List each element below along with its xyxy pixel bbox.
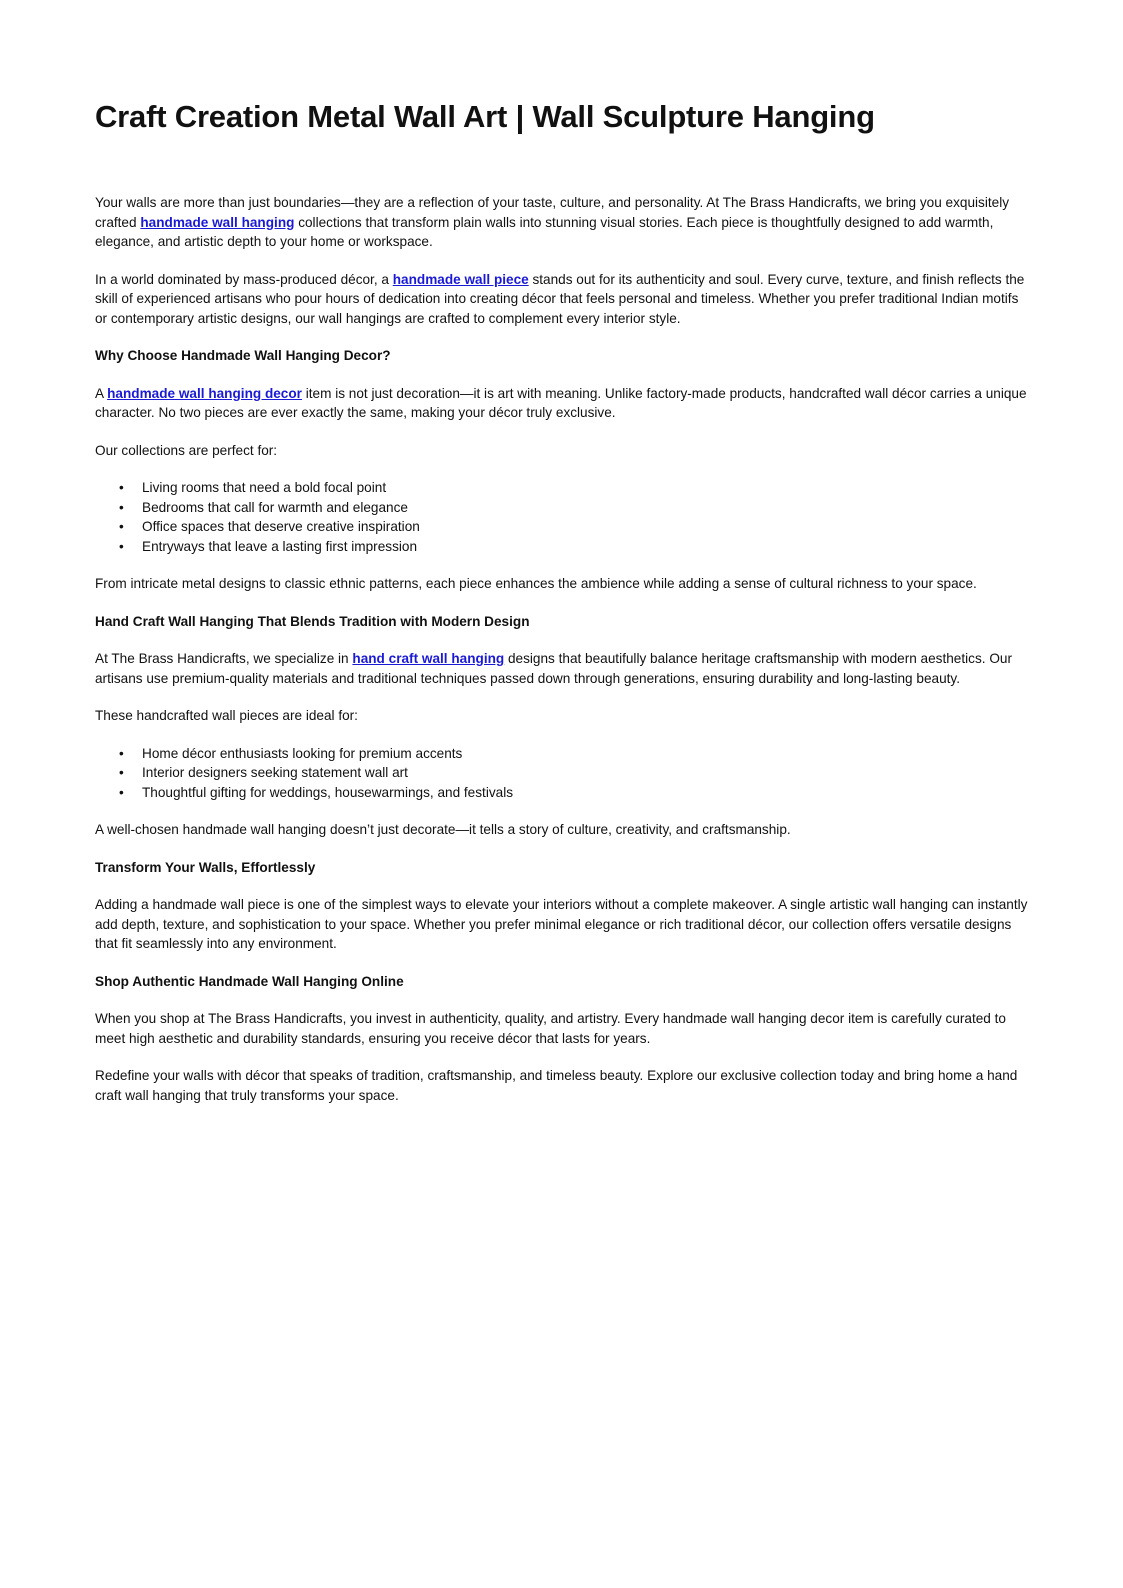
designs-paragraph: From intricate metal designs to classic ethnic patterns, each piece enhances the ambience while adding a sense of cultural richness to your space. <box>95 576 977 591</box>
list-item: • Entryways that leave a lasting first impression <box>142 537 1030 557</box>
collections-intro: Our collections are perfect for: <box>95 442 278 458</box>
list-item: • Bedrooms that call for warmth and elegance <box>142 498 1030 518</box>
specialize-paragraph <box>95 649 1030 688</box>
intro-text-a: Your walls are more than just boundaries—they are a reflection of your taste, culture, and personality. At The Brass Handicrafts, we bring you exquisitely crafted <box>95 195 1010 230</box>
list-item: • Interior designers seeking statement wall art <box>142 763 1030 783</box>
specialize-text-a: At The Brass Handicrafts, we specialize in <box>95 651 353 666</box>
list-item: • Home décor enthusiasts looking for premium accents <box>142 744 1030 764</box>
intro-text-b: collections that transform plain walls into stunning visual stories. Each piece is thoughtfully designed to add warmth, elegance, and artistic depth to your home or workspace. <box>95 214 994 249</box>
authenticity-text-a: In a world dominated by mass-produced décor, a <box>95 271 393 287</box>
list-item: • Thoughtful gifting for weddings, housewarmings, and festivals <box>142 783 1030 803</box>
document-page <box>95 96 1030 1123</box>
rooms-list <box>95 478 1030 556</box>
link-hand-craft-wall-hanging[interactable]: hand craft wall hanging <box>352 651 505 666</box>
decor-meaning-text-b: item is not just decoration—it is art with meaning. Unlike factory-made products, handcrafted wall décor carries a unique character. No two pieces are ever exactly the same, making your décor truly exclusive. <box>95 385 1027 420</box>
story-paragraph: A well-chosen handmade wall hanging doesn’t just decorate—it tells a story of culture, creativity, and craftsmanship. <box>95 822 791 837</box>
ideal-for-intro: These handcrafted wall pieces are ideal for: <box>95 708 358 723</box>
transform-paragraph: Adding a handmade wall piece is one of the simplest ways to elevate your interiors without a complete makeover. A single artistic wall hanging can instantly add depth, texture, and sophistication to your space. Whether you prefer minimal elegance or rich traditional décor, our collection offers versatile designs that fit seamlessly into any environment. <box>95 897 1028 951</box>
page-title: Craft Creation Metal Wall Art | Wall Sculpture Hanging <box>95 99 875 134</box>
list-item: • Living rooms that need a bold focal point <box>142 478 1030 498</box>
closing-paragraph: Redefine your walls with décor that speaks of tradition, craftsmanship, and timeless beauty. Explore our exclusive collection today and bring home a hand craft wall hanging that truly transforms your space. <box>95 1068 1018 1103</box>
authenticity-text-b: stands out for its authenticity and soul. Every curve, texture, and finish reflects the skill of experienced artisans who pour hours of dedication into creating décor that feels personal and timeless. Whether you prefer traditional Indian motifs or contemporary artistic designs, our wall hangings are crafted to complement every interior style. <box>95 271 1025 326</box>
specialize-text-b: designs that beautifully balance heritage craftsmanship with modern aesthetics. Our artisans use premium-quality materials and traditional techniques passed down through generations, ensuring durability and long-lasting beauty. <box>95 651 1012 686</box>
link-handmade-wall-hanging[interactable]: handmade wall hanging <box>140 214 295 230</box>
heading-hand-craft: Hand Craft Wall Hanging That Blends Tradition with Modern Design <box>95 613 530 629</box>
decor-meaning-text-a: A <box>95 385 108 401</box>
shop-paragraph: When you shop at The Brass Handicrafts, you invest in authenticity, quality, and artistry. Every handmade wall hanging decor item is carefully curated to meet high aesthetic and durability standards, ensuring you receive décor that lasts for years. <box>95 1011 1006 1046</box>
heading-transform: Transform Your Walls, Effortlessly <box>95 859 316 875</box>
authenticity-paragraph <box>95 270 1030 329</box>
decor-meaning-paragraph <box>95 384 1030 423</box>
list-item: • Office spaces that deserve creative inspiration <box>142 517 1030 537</box>
heading-shop: Shop Authentic Handmade Wall Hanging Online <box>95 973 404 989</box>
heading-why-choose: Why Choose Handmade Wall Hanging Decor? <box>95 348 391 363</box>
link-handmade-wall-piece[interactable]: handmade wall piece <box>392 271 529 287</box>
ideal-for-list <box>95 744 1030 803</box>
link-handmade-wall-hanging-decor[interactable]: handmade wall hanging decor <box>107 385 302 401</box>
intro-paragraph <box>95 193 1030 252</box>
